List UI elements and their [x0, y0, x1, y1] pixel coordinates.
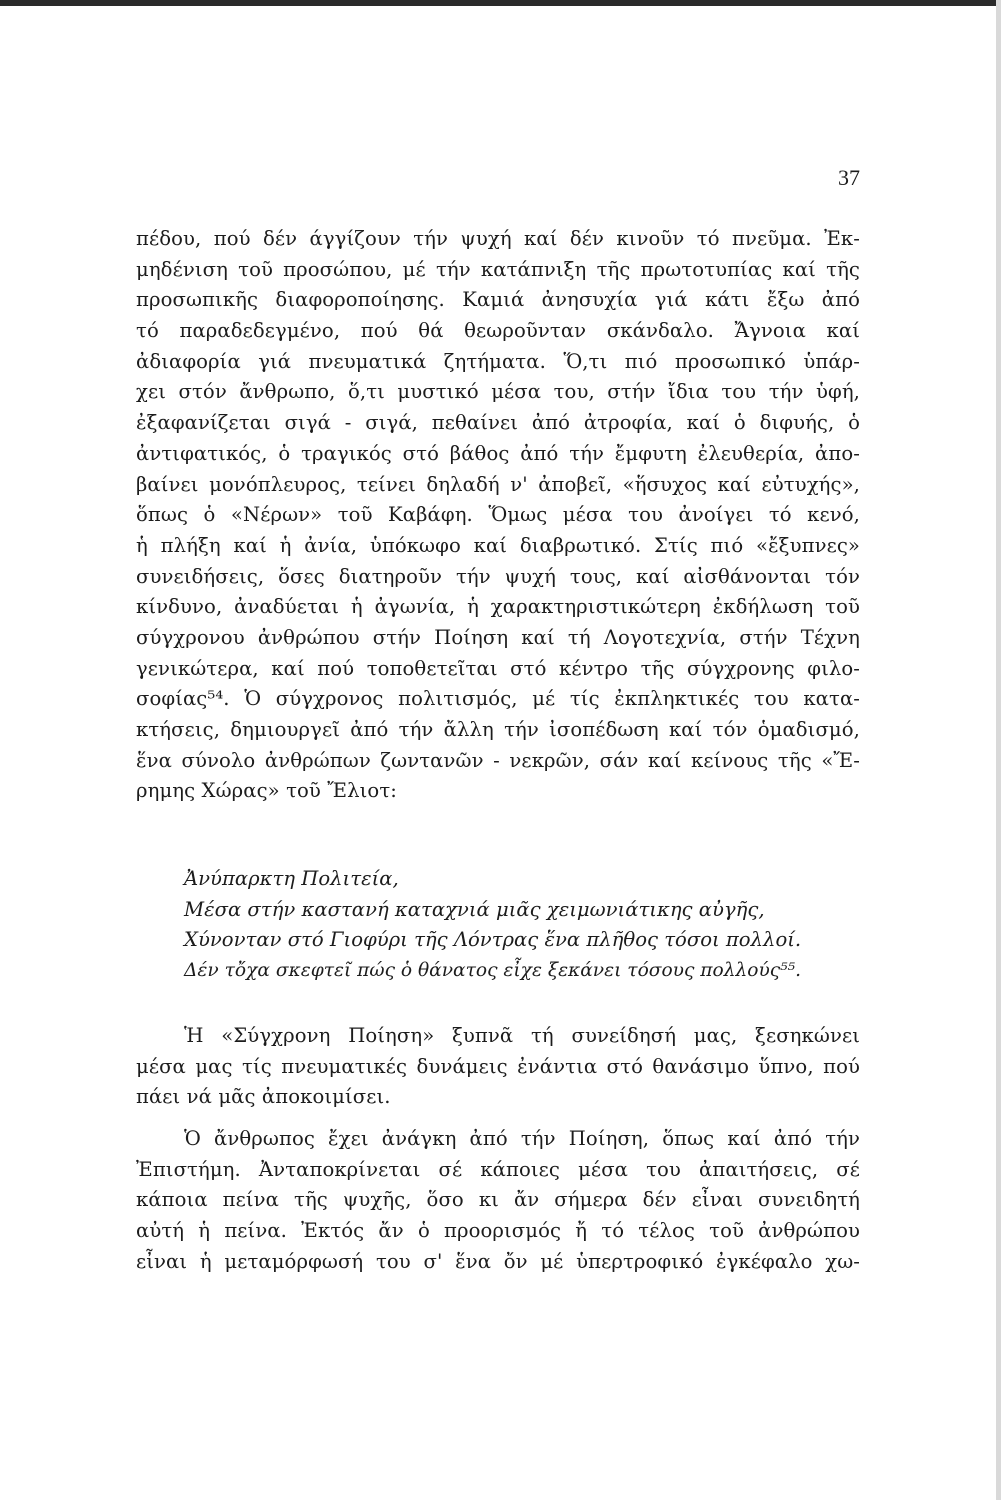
text-line: συνειδήσεις, ὅσες διατηροῦν τήν ψυχή τους, καί αἰσθάνονται τόν: [136, 564, 860, 588]
text-line: κάποια πείνα τῆς ψυχῆς, ὅσο κι ἄν σήμερα δέν εἶναι συνειδητή: [136, 1188, 860, 1212]
poem-verse: Δέν τὄχα σκεφτεῖ πώς ὁ θάνατος εἶχε ξεκάνει τόσους πολλούς⁵⁵.: [184, 960, 801, 982]
text-line: πέδου, πού δέν άγγίζουν τήν ψυχή καί δέν κινοῦν τό πνεῦμα. Ἐκ-: [136, 227, 860, 250]
text-line: ἀδιαφορία γιά πνευματικά ζητήματα. Ὅ,τι πιό προσωπικό ὑπάρ-: [136, 349, 860, 373]
text-line: κτήσεις, δημιουργεῖ ἀπό τήν ἄλλη τήν ἰσοπέδωση καί τόν ὁμαδισμό,: [136, 718, 860, 741]
page-top-edge: [0, 0, 1001, 6]
text-line: Ἐπιστήμη. Ἀνταποκρίνεται σέ κάποιες μέσα του ἀπαιτήσεις, σέ: [136, 1157, 860, 1181]
text-line: τό παραδεδεγμένο, πού θά θεωροῦνταν σκάνδαλο. Ἄγνοια καί: [136, 319, 860, 343]
poem-verse: Ἀνύπαρκτη Πολιτεία,: [184, 867, 399, 890]
poem-quote: [184, 864, 860, 987]
text-line: βαίνει μονόπλευρος, τείνει δηλαδή ν' ἀποβεῖ, «ἥσυχος καί εὐτυχής»,: [136, 472, 860, 496]
text-line: Ἡ «Σύγχρονη Ποίηση» ξυπνᾶ τή συνείδησή μας, ξεσηκώνει: [184, 1024, 860, 1047]
text-line: εἶναι ἡ μεταμόρφωσή του σ' ἕνα ὄν μέ ὑπερτροφικό ἐγκέφαλο χω-: [136, 1249, 860, 1273]
text-line: προσωπικῆς διαφοροποίησης. Καμιά ἀνησυχία γιά κάτι ἔξω ἀπό: [136, 288, 860, 312]
text-line: αὐτή ἡ πείνα. Ἐκτός ἄν ὁ προορισμός ἤ τό τέλος τοῦ ἀνθρώπου: [136, 1219, 860, 1243]
text-line: Ὁ ἄνθρωπος ἔχει ἀνάγκη ἀπό τήν Ποίηση, ὅπως καί ἀπό τήν: [184, 1127, 860, 1150]
text-line: ἕνα σύνολο ἀνθρώπων ζωντανῶν - νεκρῶν, σάν καί κείνους τῆς «Ἔ-: [136, 748, 860, 772]
text-line: γενικώτερα, καί πού τοποθετεῖται στό κέντρο τῆς σύγχρονης φιλο-: [136, 656, 860, 680]
text-line: ρημης Χώρας» τοῦ Ἔλιοτ:: [136, 779, 397, 803]
paragraph-3: [136, 1124, 860, 1277]
paragraph-1: [136, 224, 860, 807]
text-line: ἐξαφανίζεται σιγά - σιγά, πεθαίνει ἀπό ἀτροφία, καί ὁ διφυής, ὁ: [136, 411, 860, 435]
paragraph-2: [136, 1021, 860, 1113]
text-line: σοφίας⁵⁴. Ὁ σύγχρονος πολιτισμός, μέ τίς ἐκπληκτικές του κατα-: [136, 687, 860, 711]
poem-verse: Μέσα στήν καστανή καταχνιά μιᾶς χειμωνιάτικης αὐγῆς,: [184, 897, 765, 921]
poem-verse: Χύνονταν στό Γιοφύρι τῆς Λόντρας ἕνα πλῆθος τόσοι πολλοί.: [184, 928, 802, 952]
text-line: κίνδυνο, ἀναδύεται ἡ ἀγωνία, ἡ χαρακτηριστικώτερη ἐκδήλωση τοῦ: [136, 595, 860, 619]
text-line: σύγχρονου ἀνθρώπου στήν Ποίηση καί τή Λογοτεχνία, στήν Τέχνη: [136, 625, 860, 649]
text-line: ὅπως ὁ «Νέρων» τοῦ Καβάφη. Ὅμως μέσα του ἀνοίγει τό κενό,: [136, 503, 860, 527]
text-line: μηδένιση τοῦ προσώπου, μέ τήν κατάπνιξη τῆς πρωτοτυπίας καί τῆς: [136, 257, 860, 281]
page-right-edge: [996, 0, 1001, 1500]
text-line: ἡ πλήξη καί ἡ ἀνία, ὑπόκωφο καί διαβρωτικό. Στίς πιό «ἔξυπνες»: [136, 533, 860, 557]
text-line: πάει νά μᾶς ἀποκοιμίσει.: [136, 1085, 391, 1109]
page-number: 37: [838, 165, 860, 190]
text-line: χει στόν ἄνθρωπο, ὅ,τι μυστικό μέσα του, στήν ἴδια του τήν ὑφή,: [136, 380, 860, 404]
text-line: μέσα μας τίς πνευματικές δυνάμεις ἐνάντια στό θανάσιμο ὕπνο, πού: [136, 1054, 860, 1078]
text-line: ἀντιφατικός, ὁ τραγικός στό βάθος ἀπό τήν ἔμφυτη ἐλευθερία, ἀπο-: [136, 441, 860, 465]
